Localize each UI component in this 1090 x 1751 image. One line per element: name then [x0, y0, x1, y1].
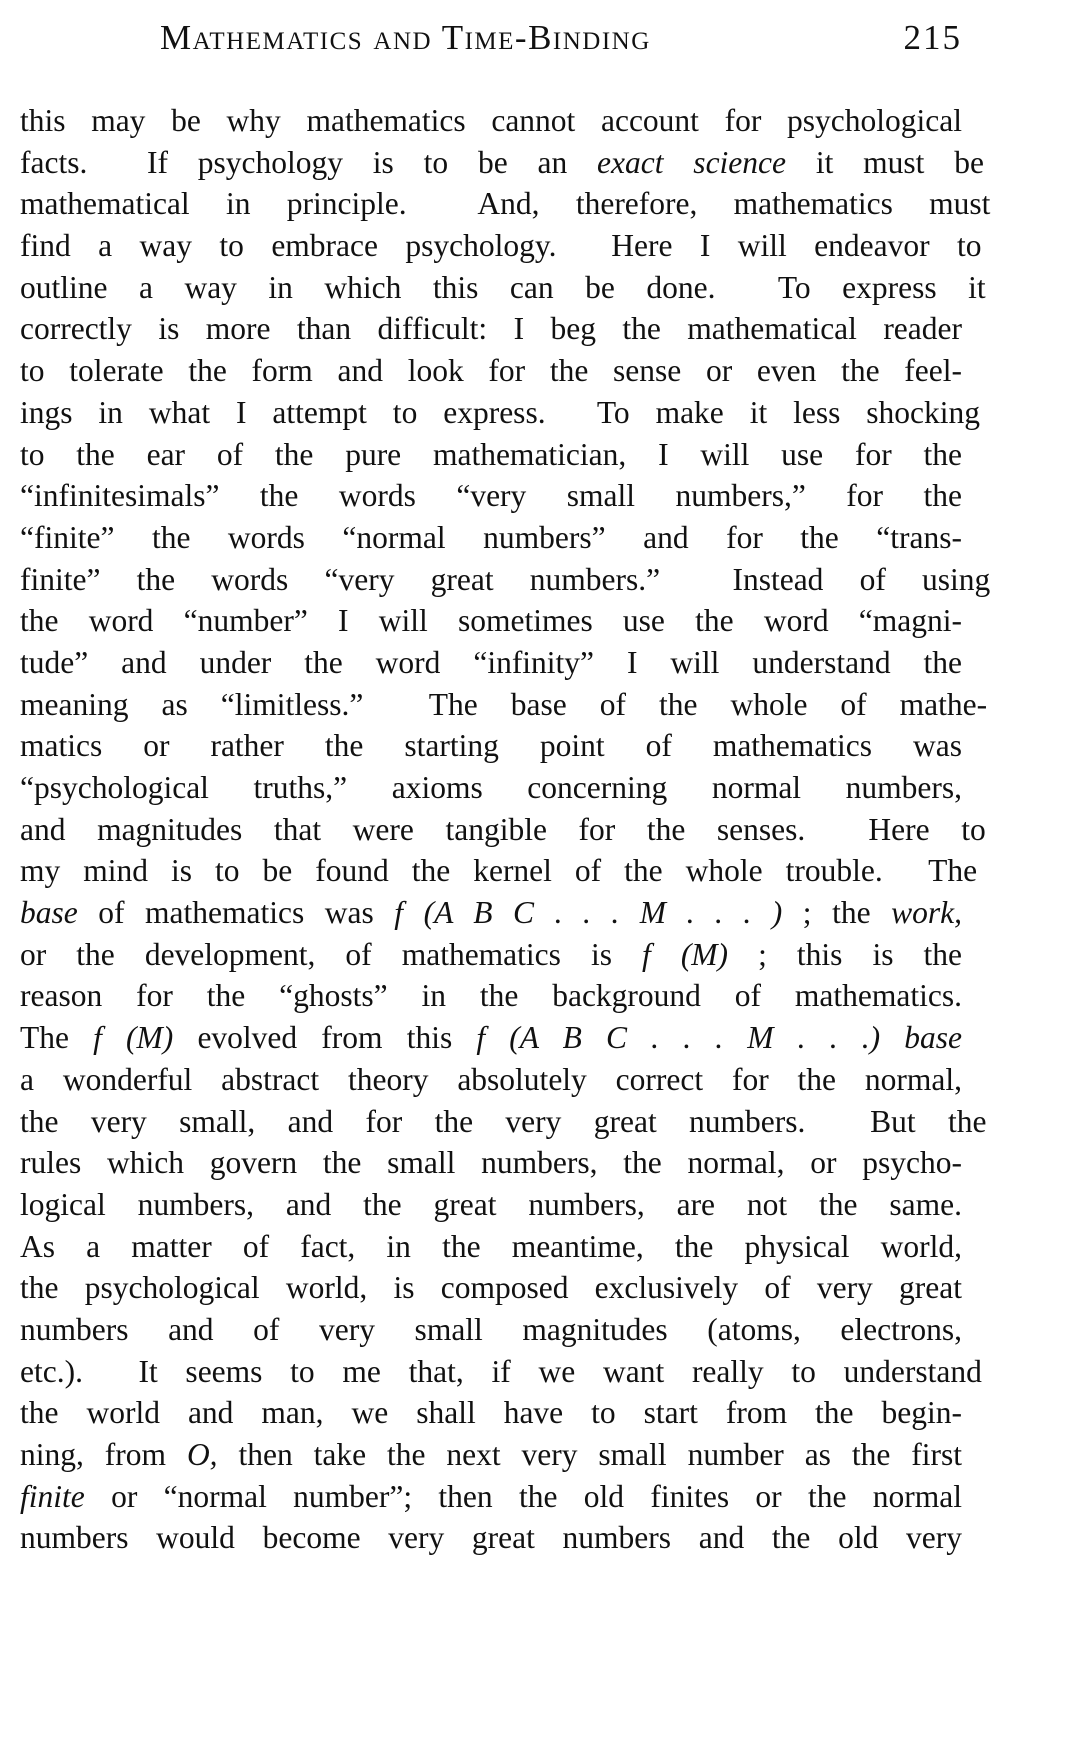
text-segment: “finite” the words “normal numbers” and for the “trans-	[20, 519, 962, 555]
text-line	[20, 1434, 962, 1476]
text-segment: “psychological truths,” axioms concerning normal numbers,	[20, 770, 962, 805]
text-segment: correctly is more than difficult: I beg the mathematical reader	[20, 311, 962, 347]
text-segment: meaning as “limitless.” The base of the whole of mathe-	[20, 686, 988, 722]
text-line	[20, 1017, 962, 1059]
text-segment: the word “number” I will sometimes use the word “magni-	[20, 603, 962, 639]
text-segment: a wonderful abstract theory absolutely correct for the normal,	[20, 1061, 962, 1097]
running-head	[20, 18, 962, 68]
text-segment: my mind is to be found the kernel of the whole trouble. The	[20, 853, 978, 889]
text-line	[20, 1517, 962, 1559]
text-line	[20, 767, 962, 809]
text-segment: or “normal number”; then the old finites or the normal	[84, 1478, 962, 1514]
text-segment: logical numbers, and the great numbers, are not the same.	[20, 1186, 962, 1222]
italic-text: base	[20, 895, 78, 931]
text-segment: the psychological world, is composed exclusively of very great	[20, 1270, 962, 1306]
text-segment: “infinitesimals” the words “very small numbers,” for the	[20, 478, 962, 514]
text-line	[20, 350, 962, 392]
text-line	[20, 475, 962, 517]
text-line	[20, 809, 986, 851]
text-segment: and magnitudes that were tangible for the senses. Here to	[20, 811, 986, 847]
text-segment: evolved from this	[173, 1020, 477, 1056]
text-segment: mathematical in principle. And, therefore, mathematics must	[20, 186, 991, 222]
italic-text: exact science	[597, 144, 786, 180]
text-segment: ings in what I attempt to express. To make it less shocking	[20, 394, 981, 430]
text-line	[20, 517, 962, 559]
body-text	[20, 100, 991, 1559]
text-segment: outline a way in which this can be done. To express it	[20, 269, 986, 305]
text-line	[20, 892, 962, 934]
italic-text: f (A B C . . . M . . . )	[394, 895, 783, 931]
text-line	[20, 1142, 962, 1184]
text-line	[20, 600, 962, 642]
text-line	[20, 392, 981, 434]
text-line	[20, 183, 991, 225]
text-line	[20, 1101, 987, 1143]
text-line	[20, 642, 962, 684]
page-number: 215	[903, 18, 962, 57]
text-segment: finite” the words “very great numbers.” Instead of using	[20, 561, 991, 597]
text-segment: it must be	[786, 144, 984, 180]
text-line	[20, 559, 991, 601]
text-segment: find a way to embrace psychology. Here I will endeavor to	[20, 228, 982, 264]
text-segment: The	[20, 1020, 94, 1056]
text-segment: tude” and under the word “infinity” I will understand the	[20, 644, 962, 680]
text-segment: the world and man, we shall have to start from the begin-	[20, 1395, 962, 1431]
italic-text: f (M)	[93, 1020, 174, 1056]
text-line	[20, 267, 986, 309]
text-line	[20, 1309, 962, 1351]
text-line	[20, 1476, 962, 1518]
text-line	[20, 225, 982, 267]
italic-text: work,	[891, 895, 962, 931]
text-line	[20, 850, 978, 892]
text-segment: numbers would become very great numbers and the old very	[20, 1520, 962, 1556]
text-segment: rules which govern the small numbers, the normal, or psycho-	[20, 1145, 962, 1181]
text-line	[20, 934, 962, 976]
running-title: Mathematics and Time-Binding	[160, 18, 651, 57]
text-line	[20, 434, 962, 476]
book-page	[20, 0, 991, 1751]
text-line	[20, 142, 984, 184]
italic-text: f (M)	[642, 936, 729, 972]
text-segment: to tolerate the form and look for the sense or even the feel-	[20, 353, 962, 389]
text-segment: matics or rather the starting point of mathematics was	[20, 728, 962, 764]
text-line	[20, 1351, 982, 1393]
text-segment: or the development, of mathematics is	[20, 936, 643, 972]
text-segment: ; the	[782, 895, 892, 931]
text-segment: ; this is the	[728, 936, 962, 972]
text-line	[20, 308, 962, 350]
italic-text: f (A B C . . . M . . .) base	[476, 1020, 962, 1056]
text-line	[20, 1392, 962, 1434]
text-line	[20, 975, 962, 1017]
text-segment: etc.). It seems to me that, if we want really to understand	[20, 1353, 982, 1389]
text-line	[20, 1226, 962, 1268]
italic-text: finite	[20, 1478, 85, 1514]
text-segment: As a matter of fact, in the meantime, the physical world,	[20, 1228, 962, 1264]
text-segment: numbers and of very small magnitudes (atoms, electrons,	[20, 1311, 962, 1347]
italic-text: O,	[186, 1437, 218, 1472]
text-line	[20, 684, 988, 726]
text-line	[20, 1184, 962, 1226]
text-line	[20, 725, 962, 767]
text-segment: reason for the “ghosts” in the background of mathematics.	[20, 978, 962, 1014]
text-segment: to the ear of the pure mathematician, I will use for the	[20, 436, 962, 472]
text-line	[20, 100, 962, 142]
text-line	[20, 1267, 962, 1309]
text-segment: then take the next very small number as the first	[217, 1437, 962, 1472]
text-line	[20, 1059, 962, 1101]
text-segment: the very small, and for the very great numbers. But the	[20, 1103, 987, 1139]
text-segment: ning, from	[20, 1437, 187, 1472]
text-segment: facts. If psychology is to be an	[20, 144, 598, 180]
text-segment: this may be why mathematics cannot account for psychological	[20, 103, 962, 138]
text-segment: of mathematics was	[77, 895, 395, 931]
